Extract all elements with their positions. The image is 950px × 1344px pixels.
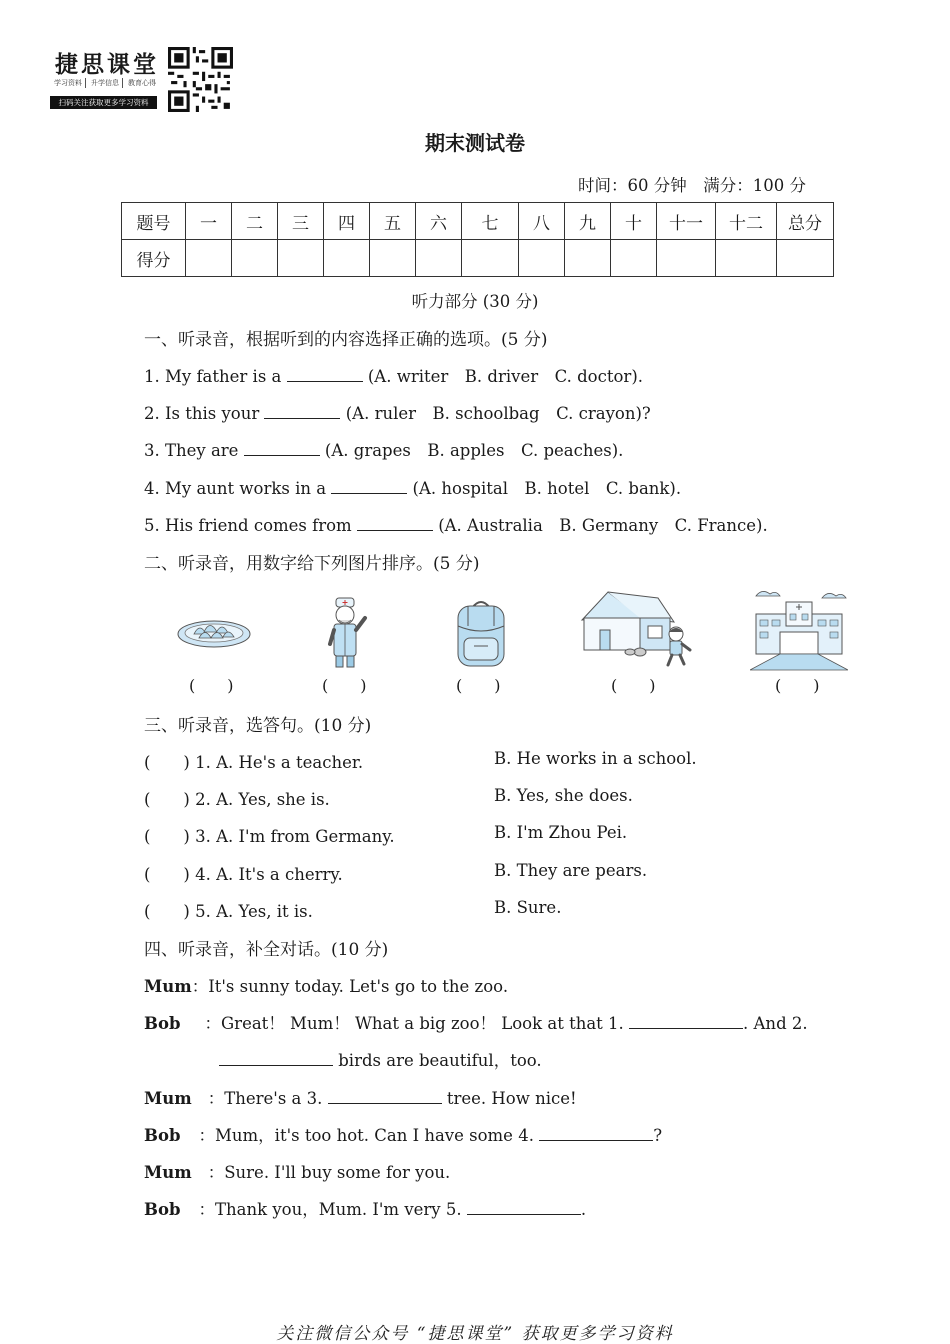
dialogue-text: tree. How nice! — [441, 1089, 577, 1108]
question-options: (A. hospital B. hotel C. bank). — [407, 479, 682, 498]
answer-option-a: ( ) 1. A. He's a teacher. — [144, 753, 364, 772]
footer-text: 关注微信公众号 “捷思课堂” 获取更多学习资料 — [276, 1324, 674, 1344]
dialogue-line — [144, 1196, 586, 1220]
speaker-name: Bob — [144, 1014, 181, 1033]
dumplings-plate-icon — [176, 612, 252, 650]
dialogue-text: Mum，it's too hot. Can I have some 4. — [215, 1126, 540, 1145]
question-2 — [144, 400, 651, 424]
question-4 — [144, 475, 681, 499]
answer-option-b: B. Yes, she does. — [494, 786, 633, 805]
hospital-building-icon — [750, 584, 848, 674]
table-cell: 总分 — [777, 203, 834, 240]
table-cell: 四 — [324, 203, 370, 240]
answer-blank[interactable] — [331, 479, 407, 494]
question-text: 2. Is this your — [144, 404, 265, 423]
logo-tag: 学习资料 — [51, 78, 86, 88]
score-header-row — [122, 203, 834, 240]
score-input-cell[interactable] — [370, 240, 416, 277]
dialogue-text: Great！ Mum！ What a big zoo！ Look at that 1. — [221, 1014, 630, 1033]
dialogue-text: birds are beautiful，too. — [333, 1051, 542, 1070]
answer-blank[interactable] — [328, 1089, 442, 1104]
answer-option-b: B. He works in a school. — [494, 749, 697, 768]
table-cell: 九 — [565, 203, 611, 240]
score-value-row — [122, 240, 834, 277]
question-5 — [144, 512, 768, 536]
answer-blank[interactable] — [287, 367, 363, 382]
score-input-cell[interactable] — [232, 240, 278, 277]
picture-answer-2[interactable]: ( ) — [322, 676, 367, 695]
section-3-title: 三、听录音，选答句。(10 分) — [144, 716, 372, 736]
table-cell: 七 — [462, 203, 519, 240]
dialogue-text: There's a 3. — [224, 1089, 328, 1108]
table-cell: 十一 — [657, 203, 716, 240]
answer-blank[interactable] — [467, 1200, 581, 1215]
dialogue-text: . And 2. — [743, 1014, 808, 1033]
qr-code-icon — [168, 47, 233, 112]
table-cell: 五 — [370, 203, 416, 240]
question-text: 3. They are — [144, 441, 244, 460]
score-input-cell[interactable] — [278, 240, 324, 277]
colon: ： — [198, 1126, 215, 1145]
dialogue-line — [144, 1122, 662, 1146]
table-cell: 十二 — [716, 203, 777, 240]
picture-answer-1[interactable]: ( ) — [189, 676, 234, 695]
dialogue-line — [144, 1085, 577, 1109]
logo-title: 捷思课堂 — [55, 51, 159, 78]
logo-tag: 教育心得 — [128, 79, 156, 87]
dialogue-line — [144, 973, 508, 997]
dialogue-line — [144, 1010, 808, 1034]
score-input-cell[interactable] — [777, 240, 834, 277]
table-cell: 十 — [611, 203, 657, 240]
colon: ： — [198, 1200, 215, 1219]
exam-meta: 时间：60 分钟 满分：100 分 — [578, 176, 806, 195]
picture-answer-3[interactable]: ( ) — [456, 676, 501, 695]
speaker-name: Mum — [144, 1163, 192, 1182]
listening-title: 听力部分 (30 分) — [411, 292, 539, 311]
score-input-cell[interactable] — [716, 240, 777, 277]
question-options: (A. Australia B. Germany C. France). — [432, 516, 768, 535]
answer-option-a: ( ) 2. A. Yes, she is. — [144, 790, 330, 809]
answer-option-a: ( ) 3. A. I'm from Germany. — [144, 827, 395, 846]
score-input-cell[interactable] — [611, 240, 657, 277]
answer-option-b: B. Sure. — [494, 898, 562, 917]
question-text: 1. My father is a — [144, 367, 287, 386]
section-1-title: 一、听录音，根据听到的内容选择正确的选项。(5 分) — [144, 330, 548, 350]
score-input-cell[interactable] — [462, 240, 519, 277]
score-input-cell[interactable] — [416, 240, 462, 277]
dialogue-text: . — [580, 1200, 587, 1219]
colon: ： — [207, 1163, 225, 1182]
section-4-title: 四、听录音，补全对话。(10 分) — [144, 940, 389, 960]
question-options: (A. grapes B. apples C. peaches). — [319, 441, 624, 460]
dialogue-text: Thank you，Mum. I'm very 5. — [215, 1200, 467, 1219]
answer-blank[interactable] — [219, 1051, 333, 1066]
answer-option-b: B. They are pears. — [494, 861, 648, 880]
score-input-cell[interactable] — [657, 240, 716, 277]
house-with-boy-icon — [578, 588, 696, 672]
question-3 — [144, 437, 623, 461]
answer-option-b: B. I'm Zhou Pei. — [494, 823, 628, 842]
schoolbag-icon — [452, 596, 510, 670]
dialogue-text: It's sunny today. Let's go to the zoo. — [208, 977, 509, 996]
answer-option-a: ( ) 4. A. It's a cherry. — [144, 865, 343, 884]
dialogue-line — [144, 1159, 450, 1183]
score-input-cell[interactable] — [324, 240, 370, 277]
section-2-title: 二、听录音，用数字给下列图片排序。(5 分) — [144, 554, 480, 574]
table-cell: 八 — [519, 203, 565, 240]
answer-option-a: ( ) 5. A. Yes, it is. — [144, 902, 313, 921]
question-options: (A. writer B. driver C. doctor). — [362, 367, 643, 386]
question-text: 4. My aunt works in a — [144, 479, 332, 498]
dialogue-line-continued — [219, 1047, 542, 1071]
picture-answer-4[interactable]: ( ) — [611, 676, 656, 695]
score-input-cell[interactable] — [519, 240, 565, 277]
answer-blank[interactable] — [264, 404, 340, 419]
table-cell: 得分 — [122, 240, 186, 277]
answer-blank[interactable] — [629, 1014, 743, 1029]
score-input-cell[interactable] — [565, 240, 611, 277]
speaker-name: Mum — [144, 1089, 192, 1108]
table-cell: 三 — [278, 203, 324, 240]
page-title: 期末测试卷 — [425, 131, 525, 155]
speaker-name: Mum — [144, 977, 192, 996]
question-1 — [144, 363, 643, 387]
question-options: (A. ruler B. schoolbag C. crayon)? — [340, 404, 651, 423]
table-cell: 二 — [232, 203, 278, 240]
speaker-name: Bob — [144, 1200, 181, 1219]
logo-tags — [51, 78, 159, 88]
dialogue-text: ? — [653, 1126, 663, 1145]
score-table — [121, 202, 834, 277]
question-text: 5. His friend comes from — [144, 516, 357, 535]
speaker-name: Bob — [144, 1126, 181, 1145]
answer-blank[interactable] — [539, 1126, 653, 1141]
logo-tag: 升学信息 — [88, 78, 123, 88]
score-input-cell[interactable] — [186, 240, 232, 277]
colon: ： — [191, 977, 209, 996]
colon: ： — [207, 1089, 225, 1108]
answer-blank[interactable] — [244, 441, 320, 456]
table-cell: 六 — [416, 203, 462, 240]
table-cell: 一 — [186, 203, 232, 240]
answer-blank[interactable] — [357, 516, 433, 531]
doctor-icon — [322, 596, 372, 672]
logo-bar: 扫码关注获取更多学习资料 — [50, 96, 157, 109]
picture-answer-5[interactable]: ( ) — [775, 676, 820, 695]
colon: ： — [204, 1014, 221, 1033]
table-cell: 题号 — [122, 203, 186, 240]
dialogue-text: Sure. I'll buy some for you. — [224, 1163, 451, 1182]
